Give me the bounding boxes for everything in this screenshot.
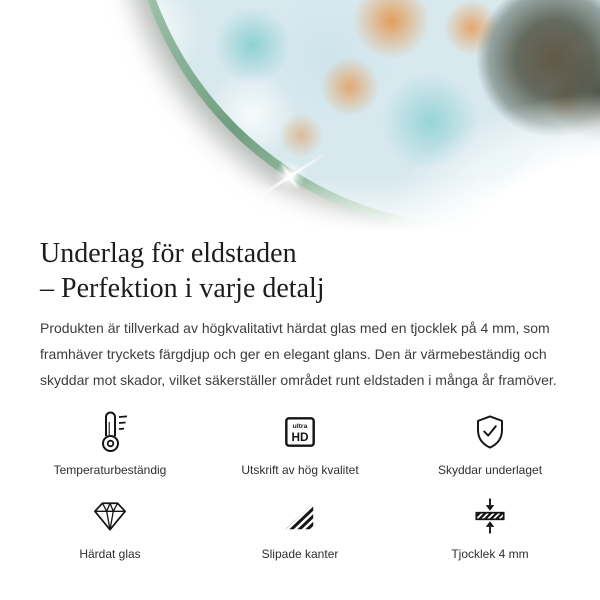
ultra-hd-icon [283,409,317,455]
feature-label: Tjocklek 4 mm [451,547,529,561]
feature-temperature [15,409,205,477]
feature-label: Härdat glas [79,547,141,561]
ultra-text: ultra [292,423,308,431]
page-title [40,236,560,306]
shield-check-icon [474,409,506,455]
features-grid [15,409,600,561]
feature-print-quality [205,409,395,477]
hd-text: HD [291,429,309,444]
thermometer-icon [90,409,130,455]
product-description: Produkten är tillverkad av högkvalitativt härdat glas med en tjocklek på 4 mm, som framhäver tryckets färgdjup och ger en elegant glans. Den är värmebeständig och skyddar mot skador, vilket säkerställer området runt eldstaden i många år framöver. [40,320,557,388]
beveled-edge-icon [284,493,316,539]
feature-label: Slipade kanter [261,547,339,561]
image-white-fade [0,0,600,230]
diamond-icon [91,493,129,539]
thickness-icon [473,493,507,539]
feature-protects [395,409,585,477]
feature-label: Utskrift av hög kvalitet [241,463,359,477]
feature-thickness [395,493,585,561]
heading-line-2: – Perfektion i varje detalj [40,273,325,304]
feature-label: Temperaturbeständig [53,463,167,477]
feature-label: Skyddar underlaget [437,463,543,477]
product-image [0,0,600,230]
feature-polished-edges [205,493,395,561]
feature-tempered-glass [15,493,205,561]
heading-line-1: Underlag för eldstaden [40,238,297,269]
